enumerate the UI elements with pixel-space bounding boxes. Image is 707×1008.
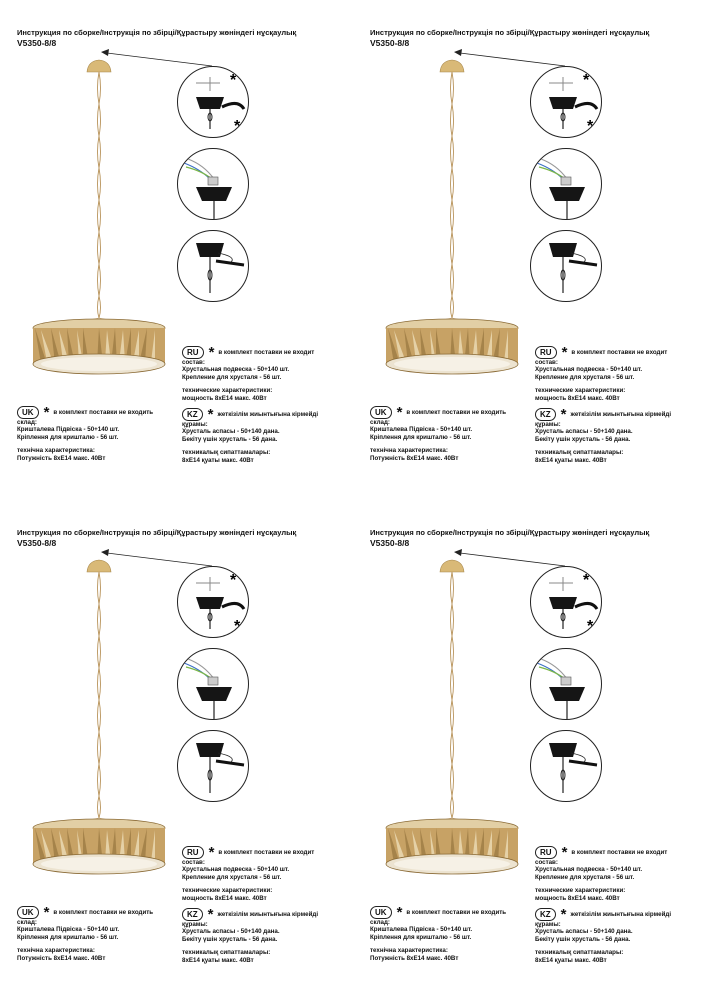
kz-line1: Хрусталь аспасы - 50+140 дана. [182, 928, 280, 936]
star-icon: * [208, 844, 215, 861]
ru-composition-label: состав: [535, 859, 558, 866]
kz-note: жеткізілім жиынтығына кірмейді [570, 410, 672, 418]
kz-tech-label: техникалық сипаттамалары: [535, 949, 624, 957]
uk-line1: Кришталева Підвіска - 50+140 шт. [17, 426, 120, 434]
svg-text:*: * [230, 72, 237, 89]
uk-note: в комплект поставки не входить [406, 908, 507, 916]
kz-tech-label: техникалық сипаттамалары: [182, 949, 271, 957]
uk-line2: Кріплення для кришталю - 56 шт. [17, 933, 119, 941]
kz-composition-label: құрамы: [535, 921, 561, 928]
uk-badge: UK [17, 906, 39, 919]
ru-tech-label: технические характеристики: [535, 887, 626, 895]
uk-line2: Кріплення для кришталю - 56 шт. [370, 933, 472, 941]
kz-tech-value: 8хЕ14 қуаты макс. 40Вт [182, 956, 254, 964]
ru-line2: Крепление для хрусталя - 56 шт. [535, 373, 635, 381]
ru-composition-label: состав: [182, 359, 205, 366]
uk-tech-value: Потужність 8хЕ14 макс. 40Вт [17, 954, 106, 962]
uk-tech-label: технічна характеристика: [17, 947, 95, 955]
ru-line1: Хрустальная подвеска - 50+140 шт. [182, 366, 290, 374]
ru-note: в комплект поставки не входит [218, 348, 315, 356]
ru-note: в комплект поставки не входит [218, 848, 315, 856]
uk-badge: UK [370, 406, 392, 419]
kz-line2: Бекіту үшін хрусталь - 56 дана. [535, 935, 631, 943]
kz-section [182, 408, 318, 464]
star-icon: * [561, 344, 568, 361]
star-icon: * [207, 906, 214, 923]
model-number: V5350-8/8 [17, 38, 57, 48]
uk-composition-label: склад: [370, 419, 390, 426]
uk-tech-label: технічна характеристика: [370, 947, 448, 955]
star-icon: * [207, 406, 214, 423]
model-number: V5350-8/8 [17, 538, 57, 548]
uk-badge: UK [370, 906, 392, 919]
ru-badge: RU [182, 346, 204, 359]
uk-section [370, 906, 506, 962]
svg-text:*: * [587, 118, 594, 135]
star-icon: * [560, 406, 567, 423]
star-icon: * [43, 404, 50, 421]
kz-section [535, 908, 671, 964]
kz-badge: KZ [182, 908, 203, 921]
step-wiring [177, 148, 249, 220]
instruction-panel [370, 28, 707, 508]
ru-badge: RU [535, 846, 557, 859]
ru-section [182, 346, 314, 402]
kz-note: жеткізілім жиынтығына кірмейді [217, 910, 319, 918]
kz-note: жеткізілім жиынтығына кірмейді [570, 910, 672, 918]
step-wiring [530, 148, 602, 220]
ru-line1: Хрустальная подвеска - 50+140 шт. [182, 866, 290, 874]
kz-composition-label: құрамы: [535, 421, 561, 428]
step-canopy-mount [530, 66, 602, 138]
uk-tech-value: Потужність 8хЕ14 макс. 40Вт [370, 454, 459, 462]
uk-note: в комплект поставки не входить [53, 908, 154, 916]
uk-composition-label: склад: [17, 419, 37, 426]
uk-line1: Кришталева Підвіска - 50+140 шт. [370, 926, 473, 934]
ru-line2: Крепление для хрусталя - 56 шт. [535, 873, 635, 881]
star-icon: * [560, 906, 567, 923]
instruction-title: Инструкция по сборке/Інструкція по збірці/Құрастыру жөніндегі нұсқаулық [17, 28, 297, 37]
step-rotate-fix [530, 730, 602, 802]
uk-composition-label: склад: [17, 919, 37, 926]
ru-tech-value: мощность 8хЕ14 макс. 40Вт [182, 394, 267, 402]
ru-badge: RU [182, 846, 204, 859]
uk-tech-label: технічна характеристика: [370, 447, 448, 455]
step-canopy-mount [530, 566, 602, 638]
uk-badge: UK [17, 406, 39, 419]
uk-section [17, 906, 153, 962]
step-rotate-fix [177, 230, 249, 302]
step-rotate-fix [530, 230, 602, 302]
instruction-panel [370, 528, 707, 1008]
ru-tech-value: мощность 8хЕ14 макс. 40Вт [182, 894, 267, 902]
ru-line1: Хрустальная подвеска - 50+140 шт. [535, 866, 643, 874]
step-canopy-mount [177, 566, 249, 638]
star-icon: * [208, 344, 215, 361]
instruction-title: Инструкция по сборке/Інструкція по збірці/Құрастыру жөніндегі нұсқаулық [17, 528, 297, 537]
ru-note: в комплект поставки не входит [571, 348, 668, 356]
star-icon: * [43, 904, 50, 921]
ru-composition-label: состав: [182, 859, 205, 866]
ru-tech-label: технические характеристики: [535, 387, 626, 395]
uk-section [17, 406, 153, 462]
ru-tech-value: мощность 8хЕ14 макс. 40Вт [535, 894, 620, 902]
ru-tech-label: технические характеристики: [182, 387, 273, 395]
svg-text:*: * [234, 618, 241, 635]
model-number: V5350-8/8 [370, 538, 410, 548]
svg-text:*: * [587, 618, 594, 635]
kz-line2: Бекіту үшін хрусталь - 56 дана. [182, 935, 278, 943]
star-icon: * [396, 904, 403, 921]
uk-note: в комплект поставки не входить [53, 408, 154, 416]
kz-badge: KZ [535, 408, 556, 421]
uk-section [370, 406, 506, 462]
kz-line2: Бекіту үшін хрусталь - 56 дана. [182, 435, 278, 443]
step-wiring [530, 648, 602, 720]
ru-badge: RU [535, 346, 557, 359]
ru-tech-value: мощность 8хЕ14 макс. 40Вт [535, 394, 620, 402]
svg-text:*: * [583, 72, 590, 89]
instruction-panel [17, 528, 357, 1008]
star-icon: * [561, 844, 568, 861]
kz-tech-label: техникалық сипаттамалары: [182, 449, 271, 457]
ru-tech-label: технические характеристики: [182, 887, 273, 895]
kz-composition-label: құрамы: [182, 421, 208, 428]
star-icon: * [396, 404, 403, 421]
kz-section [535, 408, 671, 464]
model-number: V5350-8/8 [370, 38, 410, 48]
step-wiring [177, 648, 249, 720]
uk-note: в комплект поставки не входить [406, 408, 507, 416]
ru-line2: Крепление для хрусталя - 56 шт. [182, 873, 282, 881]
ru-composition-label: состав: [535, 359, 558, 366]
kz-line1: Хрусталь аспасы - 50+140 дана. [535, 428, 633, 436]
kz-section [182, 908, 318, 964]
kz-line2: Бекіту үшін хрусталь - 56 дана. [535, 435, 631, 443]
kz-tech-value: 8хЕ14 қуаты макс. 40Вт [182, 456, 254, 464]
ru-note: в комплект поставки не входит [571, 848, 668, 856]
kz-badge: KZ [535, 908, 556, 921]
uk-tech-label: технічна характеристика: [17, 447, 95, 455]
kz-composition-label: құрамы: [182, 921, 208, 928]
uk-tech-value: Потужність 8хЕ14 макс. 40Вт [370, 954, 459, 962]
uk-composition-label: склад: [370, 919, 390, 926]
step-rotate-fix [177, 730, 249, 802]
ru-section [535, 846, 667, 902]
svg-text:*: * [583, 572, 590, 589]
step-canopy-mount [177, 66, 249, 138]
svg-text:*: * [234, 118, 241, 135]
uk-line1: Кришталева Підвіска - 50+140 шт. [370, 426, 473, 434]
uk-line2: Кріплення для кришталю - 56 шт. [17, 433, 119, 441]
uk-line1: Кришталева Підвіска - 50+140 шт. [17, 926, 120, 934]
kz-note: жеткізілім жиынтығына кірмейді [217, 410, 319, 418]
instruction-title: Инструкция по сборке/Інструкція по збірці/Құрастыру жөніндегі нұсқаулық [370, 528, 650, 537]
uk-tech-value: Потужність 8хЕ14 макс. 40Вт [17, 454, 106, 462]
kz-line1: Хрусталь аспасы - 50+140 дана. [182, 428, 280, 436]
ru-section [535, 346, 667, 402]
svg-text:*: * [230, 572, 237, 589]
instruction-panel [17, 28, 357, 508]
kz-line1: Хрусталь аспасы - 50+140 дана. [535, 928, 633, 936]
kz-tech-label: техникалық сипаттамалары: [535, 449, 624, 457]
ru-section [182, 846, 314, 902]
kz-badge: KZ [182, 408, 203, 421]
instruction-title: Инструкция по сборке/Інструкція по збірці/Құрастыру жөніндегі нұсқаулық [370, 28, 650, 37]
kz-tech-value: 8хЕ14 қуаты макс. 40Вт [535, 456, 607, 464]
uk-line2: Кріплення для кришталю - 56 шт. [370, 433, 472, 441]
ru-line1: Хрустальная подвеска - 50+140 шт. [535, 366, 643, 374]
ru-line2: Крепление для хрусталя - 56 шт. [182, 373, 282, 381]
kz-tech-value: 8хЕ14 қуаты макс. 40Вт [535, 956, 607, 964]
